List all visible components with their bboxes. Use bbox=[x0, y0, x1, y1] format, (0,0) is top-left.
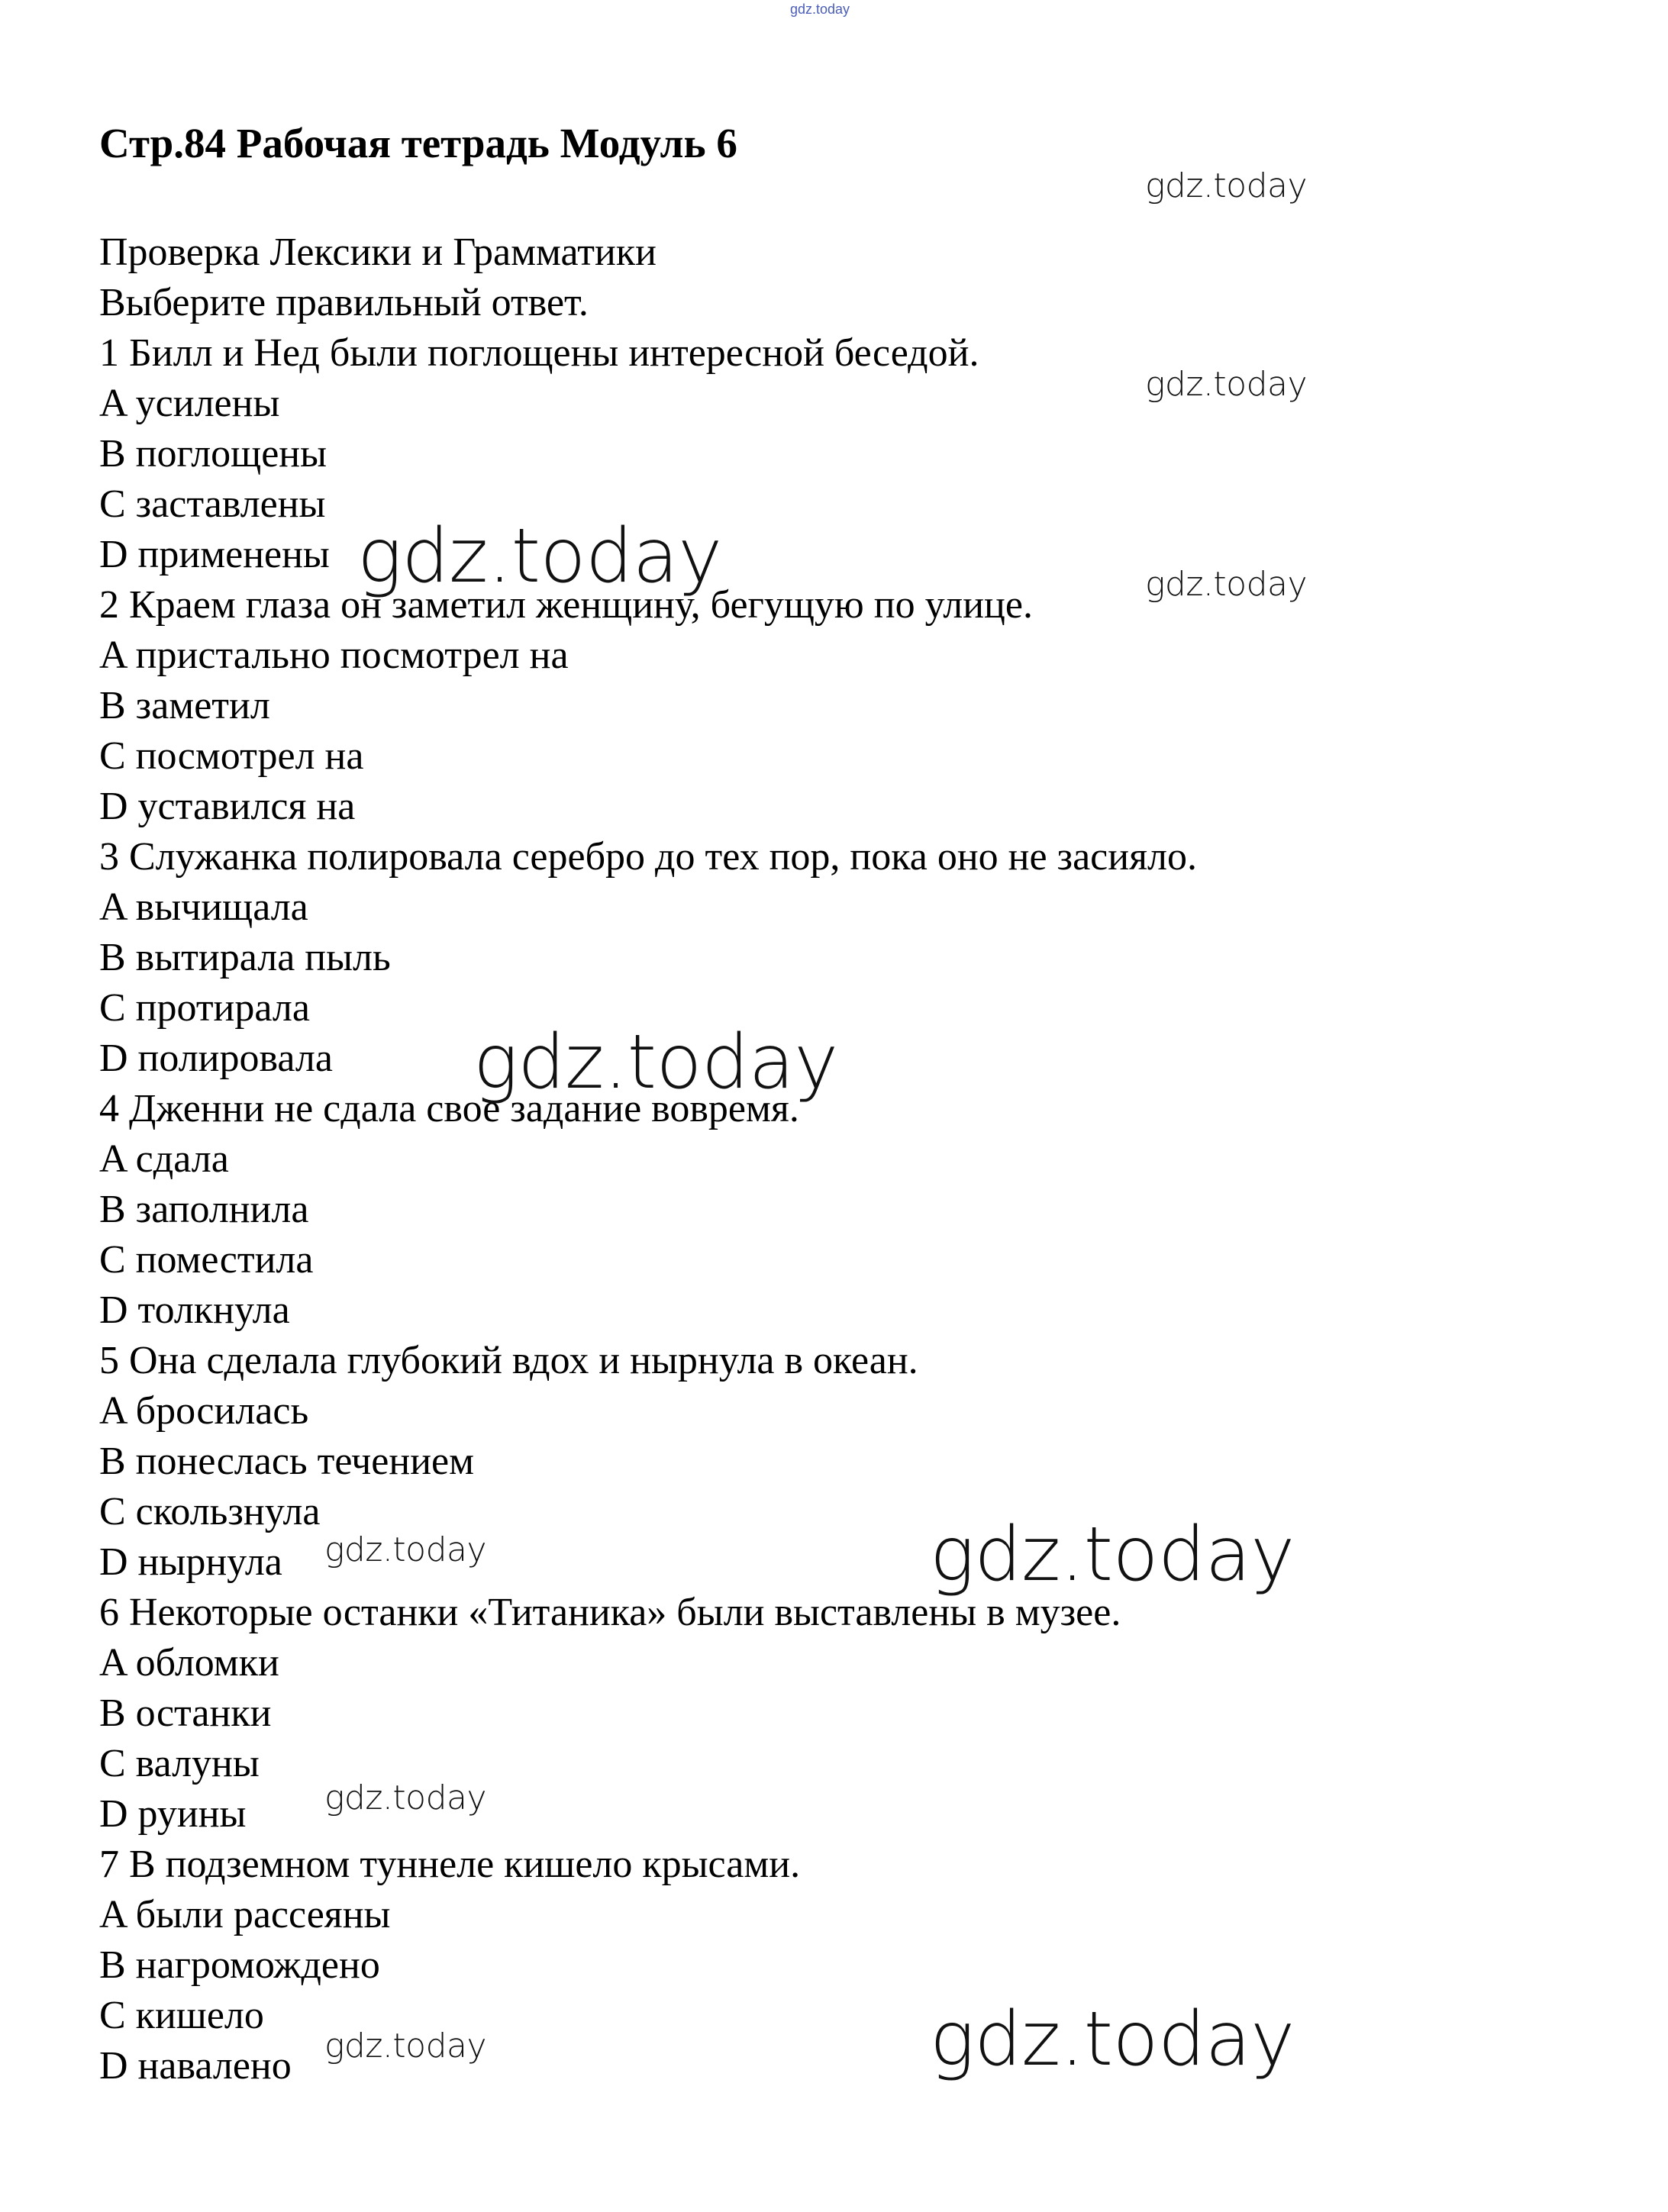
watermark-large: gdz.today bbox=[357, 513, 722, 600]
page-title: Стр.84 Рабочая тетрадь Модуль 6 bbox=[99, 120, 737, 166]
section-heading: Проверка Лексики и Грамматики bbox=[99, 231, 657, 274]
option-2c: C посмотрел на bbox=[99, 734, 364, 778]
option-5a: A бросилась bbox=[99, 1389, 309, 1433]
watermark-small: gdz.today bbox=[324, 2027, 487, 2065]
option-2a: A пристально посмотрел на bbox=[99, 634, 569, 677]
option-6d: D руины bbox=[99, 1792, 247, 1836]
watermark-large: gdz.today bbox=[930, 1996, 1295, 2083]
question-6: 6 Некоторые останки «Титаника» были выставлены в музее. bbox=[99, 1591, 1121, 1634]
option-7b: B нагромождено bbox=[99, 1943, 380, 1987]
question-7: 7 В подземном туннеле кишело крысами. bbox=[99, 1843, 801, 1886]
watermark-small: gdz.today bbox=[1145, 565, 1308, 604]
option-1d: D применены bbox=[99, 533, 330, 576]
exercise-text bbox=[99, 227, 1550, 2091]
watermark-small: gdz.today bbox=[1145, 365, 1308, 404]
option-6c: C валуны bbox=[99, 1742, 260, 1785]
question-1: 1 Билл и Нед были поглощены интересной беседой. bbox=[99, 331, 979, 375]
question-3: 3 Служанка полировала серебро до тех пор, пока оно не засияло. bbox=[99, 835, 1197, 879]
option-4c: C поместила bbox=[99, 1238, 314, 1282]
watermark-small: gdz.today bbox=[324, 1778, 487, 1817]
option-1b: B поглощены bbox=[99, 432, 327, 476]
option-3c: C протирала bbox=[99, 986, 310, 1030]
option-7a: A были рассеяны bbox=[99, 1893, 391, 1936]
option-6a: A обломки bbox=[99, 1641, 279, 1685]
option-5b: B понеслась течением bbox=[99, 1440, 475, 1483]
watermark-large: gdz.today bbox=[930, 1511, 1295, 1598]
option-1a: A усилены bbox=[99, 382, 280, 425]
option-1c: C заставлены bbox=[99, 482, 326, 526]
instruction: Выберите правильный ответ. bbox=[99, 281, 589, 324]
question-4: 4 Дженни не сдала свое задание вовремя. bbox=[99, 1087, 799, 1130]
option-3a: A вычищала bbox=[99, 885, 308, 929]
option-7c: C кишело bbox=[99, 1994, 264, 2037]
option-5c: C скользнула bbox=[99, 1490, 321, 1533]
question-2: 2 Краем глаза он заметил женщину, бегущую по улице. bbox=[99, 583, 1033, 627]
option-3b: B вытирала пыль bbox=[99, 936, 391, 979]
option-5d: D нырнула bbox=[99, 1540, 282, 1584]
option-6b: B останки bbox=[99, 1691, 272, 1735]
option-4a: A сдала bbox=[99, 1137, 229, 1181]
option-3d: D полировала bbox=[99, 1037, 333, 1080]
option-7d: D навалено bbox=[99, 2044, 292, 2088]
watermark-small: gdz.today bbox=[1145, 166, 1308, 205]
top-watermark: gdz.today bbox=[790, 2, 850, 17]
option-2b: B заметил bbox=[99, 684, 270, 727]
watermark-small: gdz.today bbox=[324, 1530, 487, 1569]
option-4d: D толкнула bbox=[99, 1288, 290, 1332]
question-5: 5 Она сделала глубокий вдох и нырнула в океан. bbox=[99, 1339, 918, 1382]
option-2d: D уставился на bbox=[99, 785, 356, 828]
option-4b: B заполнила bbox=[99, 1188, 309, 1231]
watermark-large: gdz.today bbox=[473, 1019, 838, 1106]
